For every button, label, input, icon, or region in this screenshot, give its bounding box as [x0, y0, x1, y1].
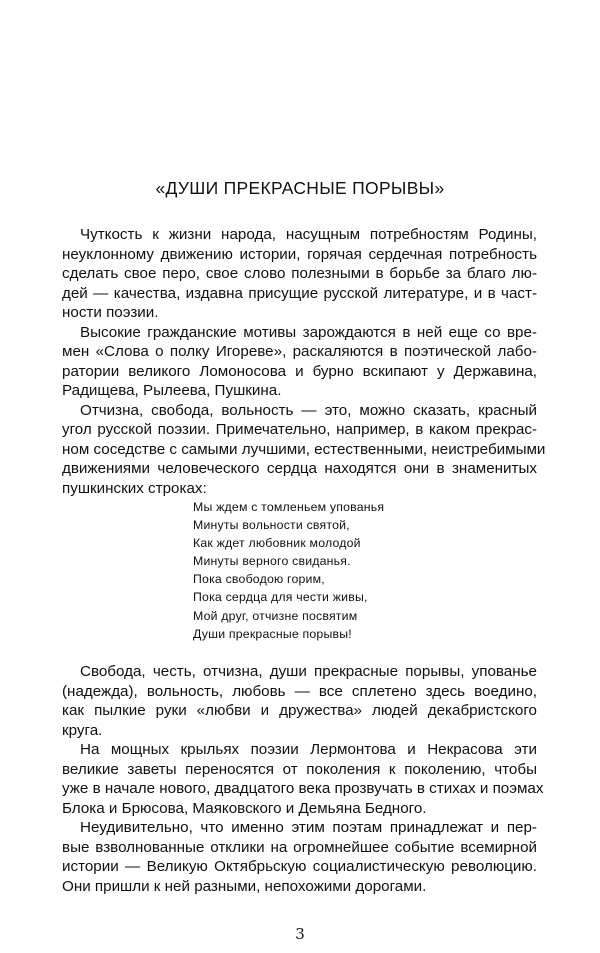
poem-quote: [193, 498, 384, 643]
text-line: как пылкие руки «любви и дружества» людей декабристского: [62, 702, 537, 719]
poem-line: Как ждет любовник молодой: [193, 536, 361, 551]
text-line: сделать свое перо, свое слово полезными в борьбе за благо лю-: [62, 265, 537, 282]
paragraph: [62, 323, 537, 401]
body-text-top: [62, 225, 546, 498]
text-line: Они пришли к ней разными, непохожими дорогами.: [62, 877, 427, 895]
text-line: неуклонному движению истории, горячая сердечная потребность: [62, 245, 537, 263]
text-line: (надежда), вольность, любовь — все сплетено здесь воедино,: [62, 682, 537, 700]
paragraph: [62, 818, 537, 896]
text-line: уже в начале нового, двадцатого века прозвучать в стихах и поэмах: [62, 780, 544, 797]
poem-line: Минуты верного свиданья.: [193, 554, 351, 569]
paragraph: [62, 401, 546, 499]
paragraph: [62, 225, 537, 323]
body-text-bottom: [62, 662, 544, 896]
text-line: Высокие гражданские мотивы зарождаются в ней еще со вре-: [80, 323, 537, 341]
text-line: Чуткость к жизни народа, насущным потребностям Родины,: [80, 226, 537, 243]
text-line: На мощных крыльях поэзии Лермонтова и Некрасова эти: [80, 741, 537, 758]
text-line: ности поэзии.: [62, 304, 159, 321]
text-line: Свобода, честь, отчизна, души прекрасные порывы, упованье: [80, 663, 537, 680]
chapter-title: «ДУШИ ПРЕКРАСНЫЕ ПОРЫВЫ»: [155, 178, 445, 198]
text-line: ратории великого Ломоносова и бурно вскипают у Державина,: [62, 362, 537, 380]
text-line: дей — качества, издавна присущие русской литературе, и в част-: [62, 284, 537, 302]
paragraph: [62, 662, 537, 740]
text-line: Отчизна, свобода, вольность — это, можно сказать, красный: [80, 401, 537, 419]
poem-line: Пока свободою горим,: [193, 572, 325, 587]
poem-line: Пока сердца для чести живы,: [193, 590, 368, 605]
text-line: Неудивительно, что именно этим поэтам принадлежат и пер-: [80, 819, 537, 836]
poem-line: Души прекрасные порывы!: [193, 626, 352, 641]
text-line: круга.: [62, 721, 103, 739]
page-number: 3: [295, 925, 305, 943]
text-line: пушкинских строках:: [62, 479, 207, 497]
text-line: вые взволнованные отклики на огромнейшее событие всемирной: [62, 838, 537, 856]
poem-line: Мы ждем с томленьем упованья: [193, 500, 385, 514]
text-line: угол русской поэзии. Примечательно, например, в каком прекрас-: [62, 421, 537, 438]
text-line: Блока и Брюсова, Маяковского и Демьяна Бедного.: [62, 799, 427, 817]
paragraph: [62, 740, 544, 818]
text-line: истории — Великую Октябрьскую социалистическую революцию.: [62, 858, 537, 875]
poem-line: Мой друг, отчизне посвятим: [193, 608, 358, 623]
text-line: великие заветы переносятся от поколения к поколению, чтобы: [62, 760, 537, 778]
text-line: ном соседстве с самыми лучшими, естественными, неистребимыми: [62, 440, 546, 458]
poem-line: Минуты вольности святой,: [193, 518, 350, 533]
text-line: мен «Слова о полку Игореве», раскаляются в поэтической лабо-: [62, 343, 537, 360]
text-line: движениями человеческого сердца находятся они в знаменитых: [62, 460, 537, 477]
text-line: Радищева, Рылеева, Пушкина.: [62, 382, 282, 399]
